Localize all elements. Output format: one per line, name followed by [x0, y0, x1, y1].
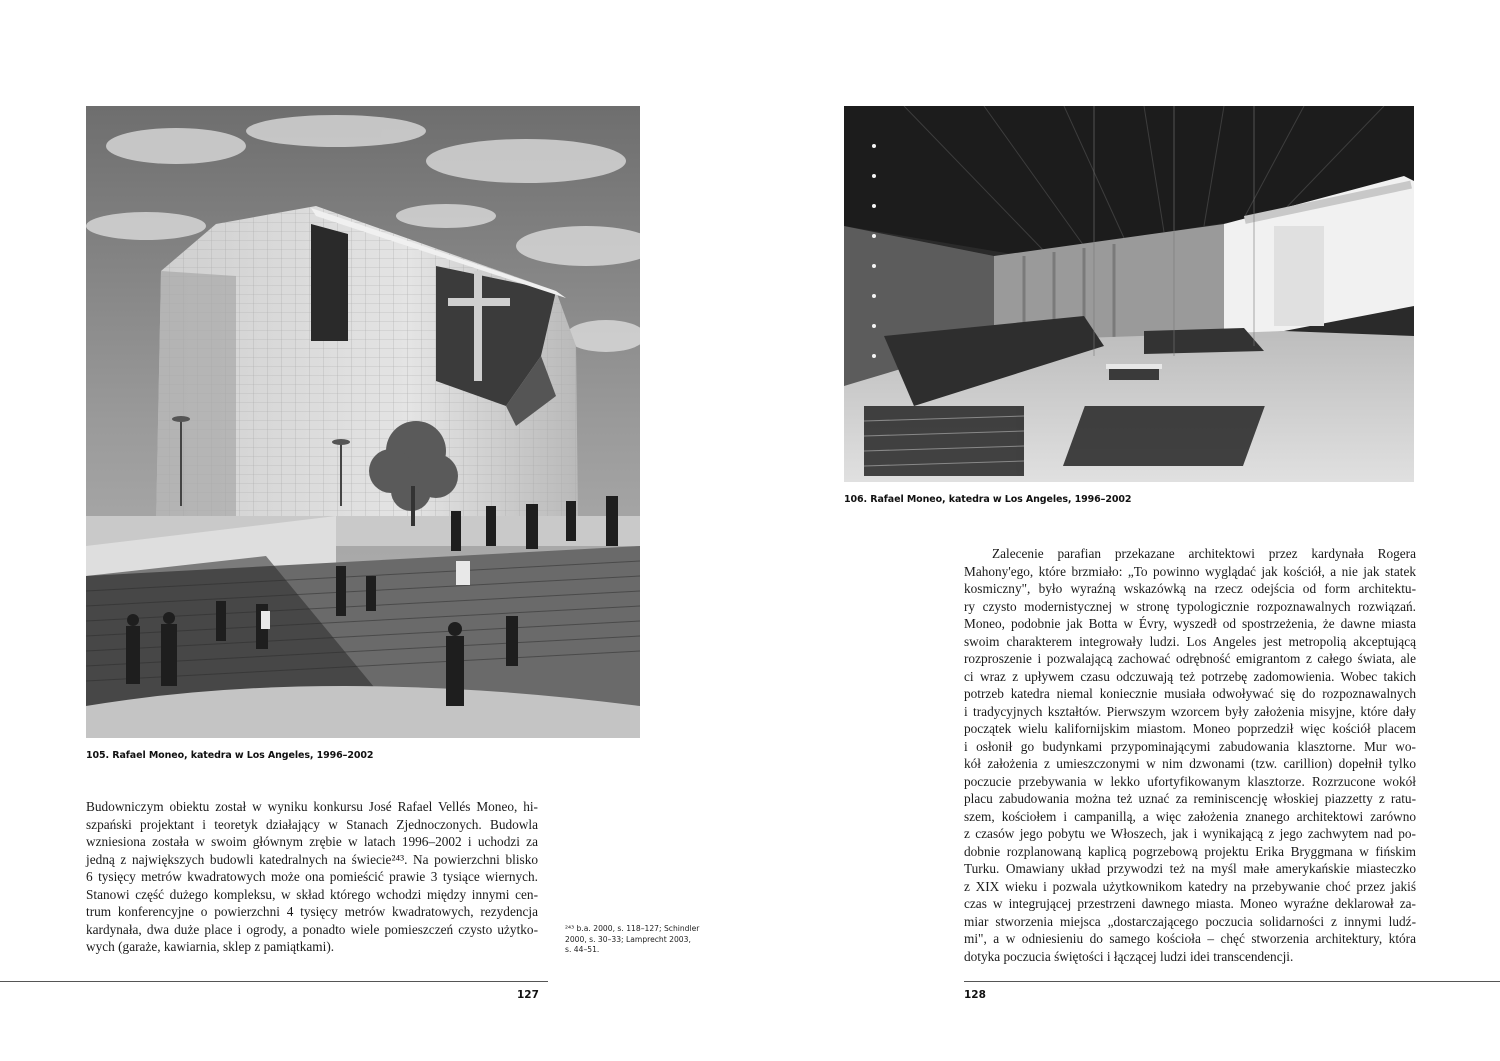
body-line: Stanowi część dużego kompleksu, w skład którego wchodzi między innymi cen- [86, 886, 538, 902]
body-line: potrzeb katedra niemal koniecznie musiała odwoływać się do rozpoznawalnych [964, 686, 1416, 701]
footnote-line: 2000, s. 30–33; Lamprecht 2003, [565, 934, 691, 944]
right-page [750, 0, 1500, 1061]
page-number-128: 128 [964, 989, 986, 1001]
body-line: czas w integrującej przestrzeni dawnego miasta. Moneo wyraźne deklarował za- [964, 896, 1416, 911]
footer-rule-left [0, 981, 548, 982]
body-line: szem, kościołem i campanillą, a więc założenia znanego architektowi zarówno [964, 808, 1416, 824]
body-line: rozproszenie i pozwalającą zachować odrębność emigrantom z całego świata, ale [964, 651, 1416, 666]
figure-caption-105: 105. Rafael Moneo, katedra w Los Angeles, 1996–2002 [86, 750, 374, 761]
left-body-text [86, 798, 538, 956]
body-line: z XIX wieku i pozwala użytkownikom katedry na przebywanie choć przez jakiś [964, 878, 1416, 894]
body-line: dotyka poczucia świętości i łączącej ludzi idei transcendencji. [964, 948, 1294, 964]
body-line: kardynała, dwa duże place i ogrody, a ponadto wiele pomieszczeń czysto użytko- [86, 921, 538, 937]
body-line: ry czysto modernistycznej w stronę typologicznie rozpoznawalnych rozwiązań. [964, 598, 1416, 614]
body-line: kół założenia z umieszczonymi w nim dzwonami (tzw. carillion) dopełnił tylko [964, 756, 1416, 771]
body-line: poczucie przebywania w lekko ufortyfikowanym klasztorze. Rozrzucone wokół [964, 773, 1416, 789]
body-line: dobnie rozplanowaną kaplicą pogrzebową projektu Erika Bryggmana w fińskim [964, 843, 1416, 859]
body-line: Budowniczym obiektu został w wyniku konkursu José Rafael Vellés Moneo, hi- [86, 799, 538, 814]
footer-rule-right [964, 981, 1500, 982]
body-line: swoim charakterem integrowały ludzi. Los Angeles jest metropolią akceptującą [964, 633, 1416, 649]
body-line: wzniesiona została w swoim głównym zrębie w latach 1996–2002 i uchodzi za [86, 834, 538, 849]
body-line: Turku. Omawiany układ przywodzi też na myśl małe amerykańskie miasteczko [964, 861, 1416, 876]
cathedral-interior-photo [844, 106, 1414, 482]
body-line: jedną z największych budowli katedralnych na świecie²⁴³. Na powierzchni blisko [86, 851, 538, 867]
footnote-243 [565, 924, 715, 956]
body-line: i osłonił go budynkami przypominającymi zabudowania klasztorne. Mur wo- [964, 738, 1416, 754]
footnote-line: s. 44–51. [565, 945, 600, 954]
cathedral-interior-image [844, 106, 1414, 482]
body-line: 6 tysięcy metrów kwadratowych może ona pomieścić prawie 3 tysiące wiernych. [86, 869, 538, 884]
page-number-127: 127 [517, 989, 539, 1001]
cathedral-exterior-image [86, 106, 640, 738]
body-line: placu zabudowania można też uznać za reminiscencję włoskiej piazzetty z ratu- [964, 791, 1416, 806]
body-line: Mahony'ego, które brzmiało: „To powinno wyglądać jak kościół, a nie jak statek [964, 563, 1416, 579]
footnote-line: ²⁴³ b.a. 2000, s. 118–127; Schindler [565, 924, 700, 933]
body-line: ci wraz z upływem czasu odczuwają też potrzebę zadomowienia. Wobec takich [964, 668, 1416, 684]
body-line: kosmiczny", było wyraźną wskazówką na rzecz odejścia od form architektu- [964, 581, 1416, 596]
cathedral-exterior-photo [86, 106, 640, 738]
body-line: Moneo, podobnie jak Botta w Évry, wyszedł od spostrzeżenia, że dawne miasta [964, 616, 1416, 631]
right-body-text [964, 545, 1416, 965]
body-line: trum konferencyjne o powierzchni 4 tysięcy metrów kwadratowych, rezydencja [86, 904, 538, 919]
body-line: szpański projektant i teoretyk działający w Stanach Zjednoczonych. Budowla [86, 816, 538, 832]
body-line: miar stworzenia miejsca „dostarczającego poczucia solidarności z innymi ludź- [964, 913, 1416, 929]
body-line: początek wielu kalifornijskim miastom. Moneo poprzedził więc kościół placem [964, 721, 1416, 736]
body-line: i tradycyjnych kształtów. Pierwszym wzorcem były założenia misyjne, które dały [964, 703, 1416, 719]
figure-caption-106: 106. Rafael Moneo, katedra w Los Angeles, 1996–2002 [844, 494, 1132, 505]
body-line: z czasów jego pobytu we Włoszech, jak i wynikającą z jego zachwytem nad po- [964, 826, 1416, 841]
body-line: mi", a w odniesieniu do samego kościoła – chęć stworzenia architektury, która [964, 931, 1416, 946]
body-line: Zalecenie parafian przekazane architektowi przez kardynała Rogera [992, 546, 1416, 561]
body-line: wych (garaże, kawiarnia, sklep z pamiątkami). [86, 939, 335, 954]
